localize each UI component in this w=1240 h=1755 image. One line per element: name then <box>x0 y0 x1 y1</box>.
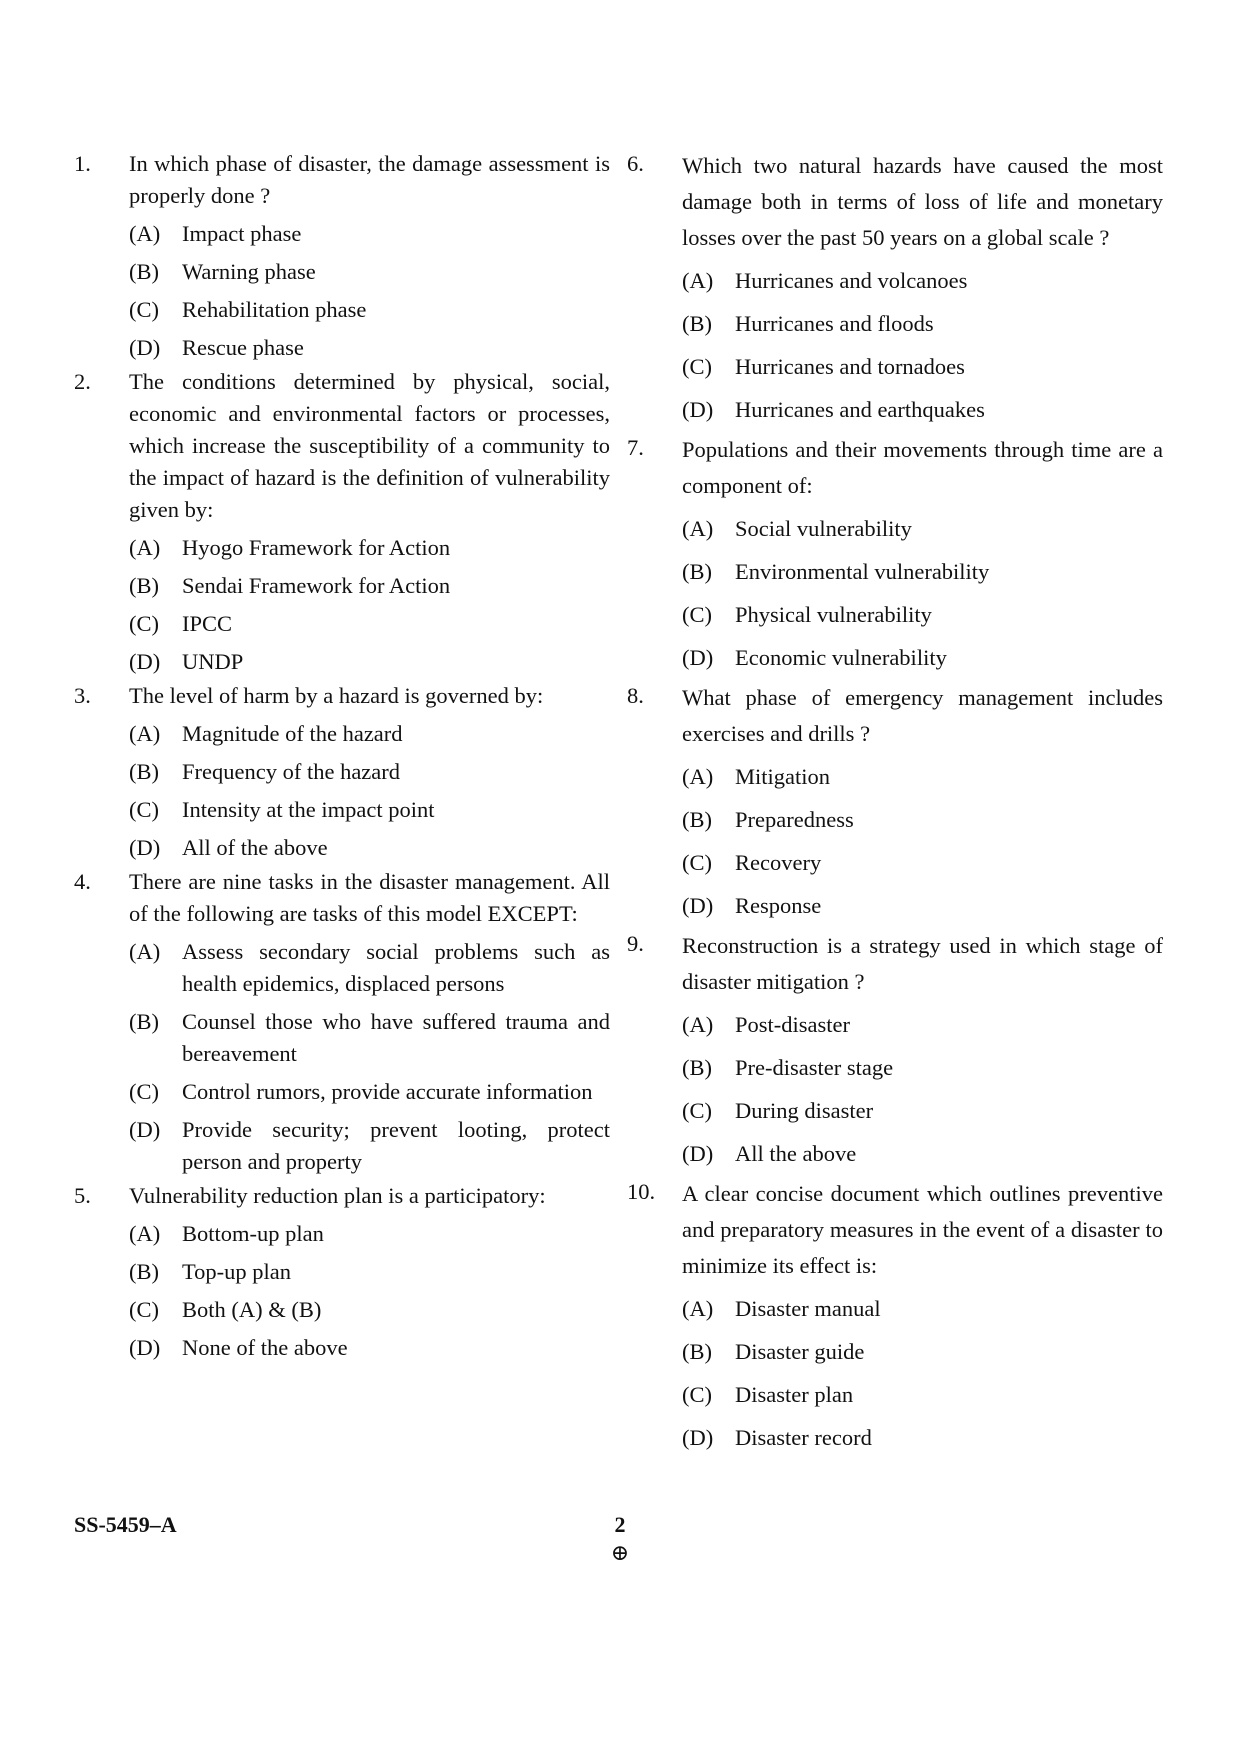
option-letter: (A) <box>129 939 161 964</box>
paper-code: SS-5459–A <box>74 1512 177 1537</box>
question-text: There are nine tasks in the disaster management. All of the following are tasks of this model EXCEPT: <box>129 869 610 926</box>
right-column <box>627 148 1163 1460</box>
option-letter: (A) <box>682 516 714 541</box>
option-text: Hurricanes and volcanoes <box>735 268 968 293</box>
option-letter: (D) <box>129 1117 161 1142</box>
question-number: 6. <box>627 151 644 176</box>
answer-option <box>129 646 610 678</box>
option-letter: (D) <box>129 649 161 674</box>
answer-option <box>682 1093 1163 1129</box>
left-column <box>74 148 610 1366</box>
option-text: Environmental vulnerability <box>735 559 990 584</box>
answer-option <box>682 1136 1163 1172</box>
option-letter: (C) <box>129 797 159 822</box>
question-4 <box>74 866 610 1178</box>
question-1 <box>74 148 610 364</box>
question-10 <box>627 1176 1163 1456</box>
answer-option <box>129 256 610 288</box>
answer-option <box>682 640 1163 676</box>
option-letter: (B) <box>129 259 159 284</box>
option-text: Control rumors, provide accurate information <box>182 1079 593 1104</box>
option-text: Hurricanes and earthquakes <box>735 397 985 422</box>
option-letter: (C) <box>682 354 712 379</box>
option-text: Hurricanes and tornadoes <box>735 354 965 379</box>
question-text: The conditions determined by physical, social, economic and environmental factors or processes, which increase the susceptibility of a community to the impact of hazard is the definition of vulnerability given by: <box>129 369 610 522</box>
option-text: Rehabilitation phase <box>182 297 367 322</box>
question-text: Vulnerability reduction plan is a participatory: <box>129 1183 546 1208</box>
option-letter: (C) <box>682 850 712 875</box>
answer-option <box>682 845 1163 881</box>
option-letter: (B) <box>129 1259 159 1284</box>
option-text: Economic vulnerability <box>735 645 947 670</box>
question-text: Reconstruction is a strategy used in which stage of disaster mitigation ? <box>682 933 1163 994</box>
option-letter: (C) <box>129 611 159 636</box>
answer-option <box>682 1050 1163 1086</box>
question-text: What phase of emergency management includes exercises and drills ? <box>682 685 1163 746</box>
option-text: Warning phase <box>182 259 316 284</box>
answer-option <box>682 349 1163 385</box>
question-2 <box>74 366 610 678</box>
option-text: Provide security; prevent looting, protect person and property <box>182 1117 610 1174</box>
option-text: During disaster <box>735 1098 874 1123</box>
page-number: 2 <box>614 1512 626 1537</box>
answer-option <box>682 1334 1163 1370</box>
option-letter: (D) <box>682 645 714 670</box>
answer-option <box>682 392 1163 428</box>
option-letter: (C) <box>129 297 159 322</box>
answer-option <box>129 532 610 564</box>
option-text: Recovery <box>735 850 822 875</box>
question-8 <box>627 680 1163 924</box>
question-text: The level of harm by a hazard is governed by: <box>129 683 544 708</box>
answer-option <box>682 554 1163 590</box>
registration-mark: ⊕ <box>610 1540 630 1565</box>
option-letter: (D) <box>682 1141 714 1166</box>
question-9 <box>627 928 1163 1172</box>
option-letter: (A) <box>129 1221 161 1246</box>
answer-option <box>129 1218 610 1250</box>
answer-option <box>682 1420 1163 1456</box>
answer-option <box>682 759 1163 795</box>
option-letter: (D) <box>682 1425 714 1450</box>
option-text: Disaster guide <box>735 1339 865 1364</box>
option-text: Magnitude of the hazard <box>182 721 403 746</box>
option-text: Disaster plan <box>735 1382 854 1407</box>
option-letter: (A) <box>129 221 161 246</box>
option-letter: (B) <box>682 1339 712 1364</box>
answer-option <box>129 718 610 750</box>
option-text: Social vulnerability <box>735 516 912 541</box>
question-text: Populations and their movements through time are a component of: <box>682 437 1163 498</box>
option-letter: (D) <box>129 835 161 860</box>
option-letter: (D) <box>682 893 714 918</box>
question-3 <box>74 680 610 864</box>
option-letter: (B) <box>129 759 159 784</box>
answer-option <box>129 218 610 250</box>
question-5 <box>74 1180 610 1364</box>
option-text: Both (A) & (B) <box>182 1297 322 1322</box>
option-letter: (A) <box>682 1296 714 1321</box>
answer-option <box>682 1291 1163 1327</box>
option-letter: (B) <box>682 807 712 832</box>
option-letter: (B) <box>682 1055 712 1080</box>
answer-option <box>129 1114 610 1178</box>
question-number: 9. <box>627 931 644 956</box>
answer-option <box>129 1006 610 1070</box>
option-text: IPCC <box>182 611 233 636</box>
option-text: None of the above <box>182 1335 348 1360</box>
question-number: 8. <box>627 683 644 708</box>
question-number: 3. <box>74 683 91 708</box>
question-7 <box>627 432 1163 676</box>
option-text: Pre-disaster stage <box>735 1055 894 1080</box>
answer-option <box>129 570 610 602</box>
option-letter: (C) <box>682 1098 712 1123</box>
option-text: Post-disaster <box>735 1012 850 1037</box>
option-letter: (B) <box>129 573 159 598</box>
answer-option <box>129 756 610 788</box>
answer-option <box>682 597 1163 633</box>
question-number: 5. <box>74 1183 91 1208</box>
option-text: All the above <box>735 1141 857 1166</box>
option-text: Bottom-up plan <box>182 1221 324 1246</box>
answer-option <box>682 888 1163 924</box>
answer-option <box>129 1332 610 1364</box>
option-text: Disaster record <box>735 1425 872 1450</box>
option-letter: (A) <box>682 764 714 789</box>
answer-option <box>682 802 1163 838</box>
question-number: 10. <box>627 1179 656 1204</box>
option-text: Frequency of the hazard <box>182 759 401 784</box>
option-text: Physical vulnerability <box>735 602 932 627</box>
option-letter: (C) <box>129 1297 159 1322</box>
answer-option <box>129 1256 610 1288</box>
question-number: 7. <box>627 435 644 460</box>
option-text: UNDP <box>182 649 244 674</box>
option-letter: (A) <box>682 1012 714 1037</box>
option-text: All of the above <box>182 835 328 860</box>
option-letter: (A) <box>129 721 161 746</box>
question-text: In which phase of disaster, the damage assessment is properly done ? <box>129 151 610 208</box>
option-text: Preparedness <box>735 807 854 832</box>
question-number: 1. <box>74 151 91 176</box>
question-6 <box>627 148 1163 428</box>
option-letter: (D) <box>682 397 714 422</box>
answer-option <box>682 263 1163 299</box>
option-text: Top-up plan <box>182 1259 292 1284</box>
option-letter: (C) <box>682 1382 712 1407</box>
option-letter: (D) <box>129 335 161 360</box>
answer-option <box>129 794 610 826</box>
option-letter: (B) <box>682 559 712 584</box>
answer-option <box>682 1007 1163 1043</box>
option-text: Impact phase <box>182 221 302 246</box>
answer-option <box>129 1076 610 1108</box>
question-text: Which two natural hazards have caused the most damage both in terms of loss of life and monetary losses over the past 50 years on a global scale ? <box>682 153 1163 250</box>
option-text: Hyogo Framework for Action <box>182 535 451 560</box>
option-letter: (B) <box>682 311 712 336</box>
option-text: Intensity at the impact point <box>182 797 435 822</box>
option-text: Rescue phase <box>182 335 304 360</box>
answer-option <box>129 1294 610 1326</box>
answer-option <box>129 332 610 364</box>
option-letter: (C) <box>129 1079 159 1104</box>
option-text: Mitigation <box>735 764 830 789</box>
option-letter: (A) <box>682 268 714 293</box>
option-text: Disaster manual <box>735 1296 881 1321</box>
answer-option <box>129 936 610 1000</box>
option-letter: (D) <box>129 1335 161 1360</box>
answer-option <box>129 294 610 326</box>
option-text: Sendai Framework for Action <box>182 573 451 598</box>
question-number: 2. <box>74 369 91 394</box>
option-text: Counsel those who have suffered trauma and bereavement <box>182 1009 610 1066</box>
option-text: Assess secondary social problems such as health epidemics, displaced persons <box>182 939 610 996</box>
question-number: 4. <box>74 869 91 894</box>
option-text: Response <box>735 893 822 918</box>
answer-option <box>682 1377 1163 1413</box>
option-letter: (A) <box>129 535 161 560</box>
question-text: A clear concise document which outlines preventive and preparatory measures in the event of a disaster to minimize its effect is: <box>682 1181 1163 1278</box>
answer-option <box>129 608 610 640</box>
answer-option <box>682 306 1163 342</box>
option-letter: (B) <box>129 1009 159 1034</box>
answer-option <box>682 511 1163 547</box>
answer-option <box>129 832 610 864</box>
option-letter: (C) <box>682 602 712 627</box>
option-text: Hurricanes and floods <box>735 311 934 336</box>
